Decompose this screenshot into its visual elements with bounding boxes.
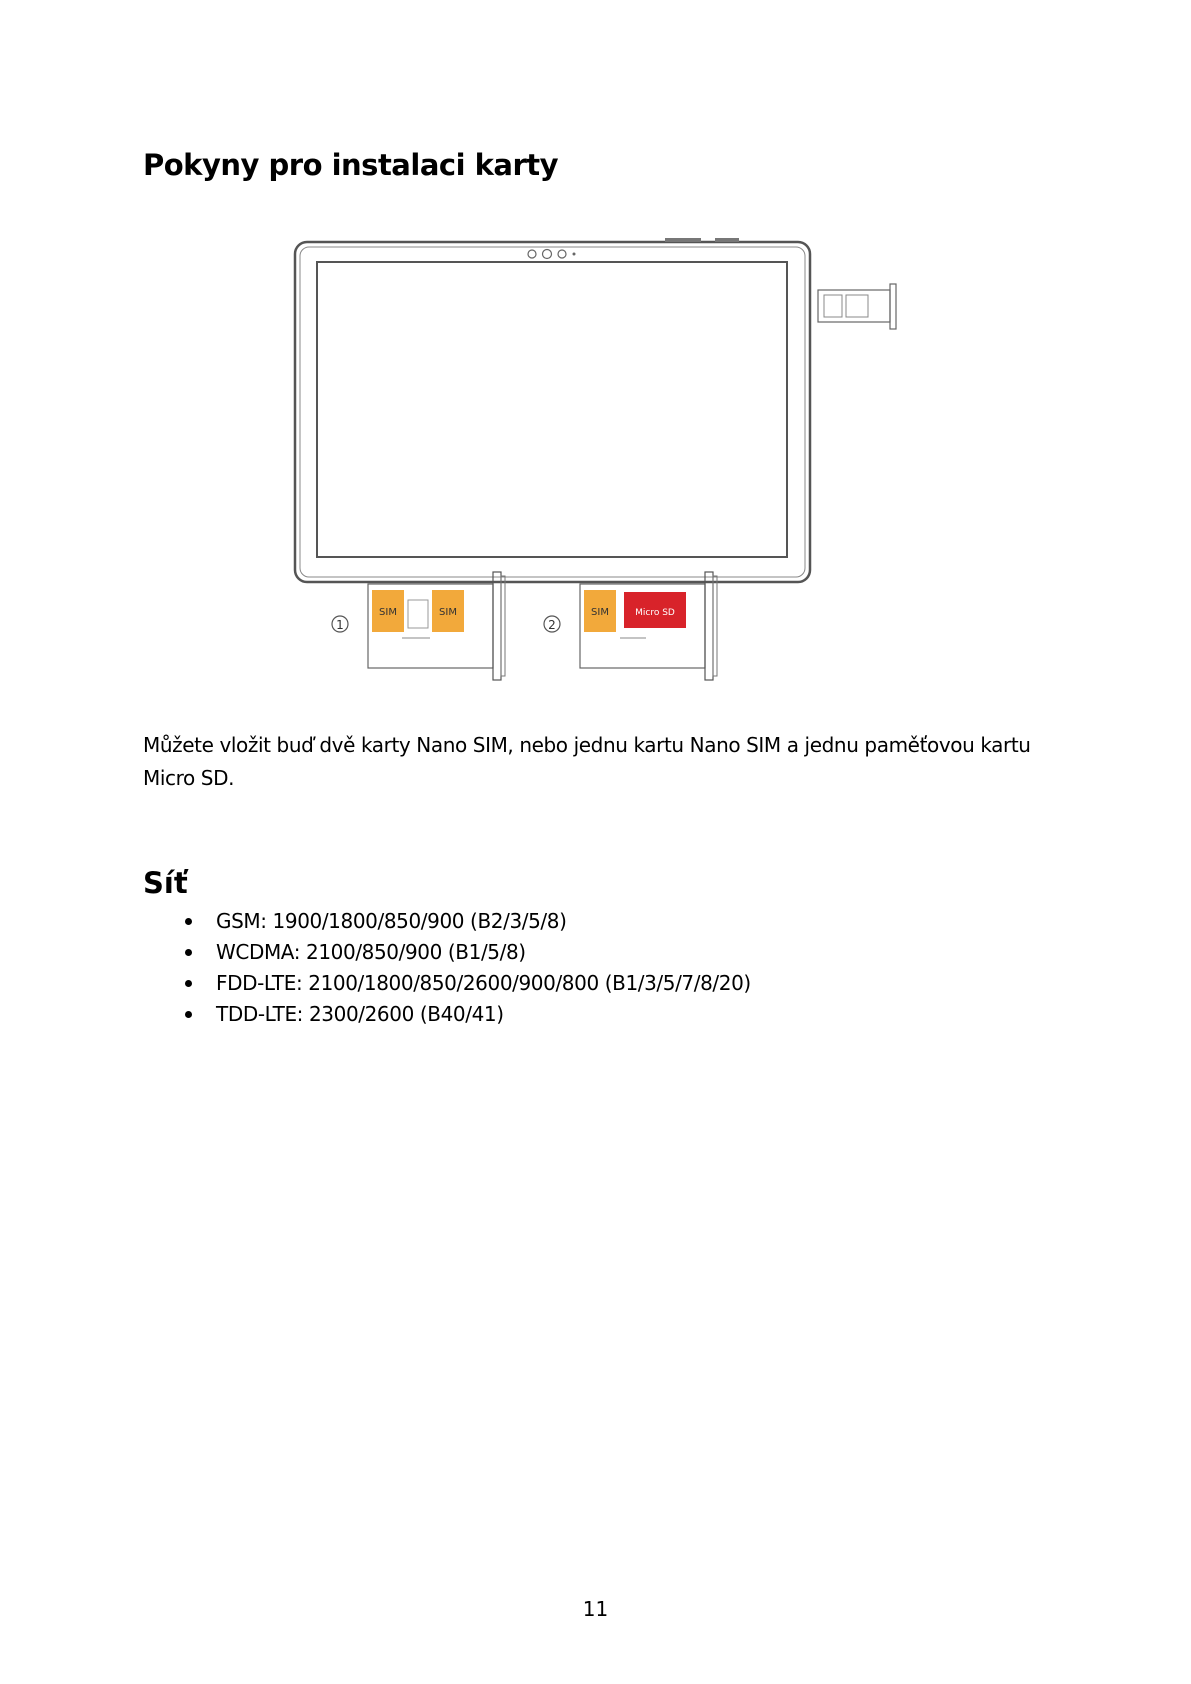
bullet-icon xyxy=(185,980,192,987)
list-item: FDD-LTE: 2100/1800/850/2600/900/800 (B1/3/5/7/8/20) xyxy=(185,968,751,999)
bullet-icon xyxy=(185,949,192,956)
svg-text:1: 1 xyxy=(336,618,344,632)
bullet-icon xyxy=(185,1011,192,1018)
svg-text:2: 2 xyxy=(548,618,556,632)
sensor-icon xyxy=(528,250,536,258)
page-number: 11 xyxy=(582,1597,609,1621)
tray-dual-sim xyxy=(332,572,505,680)
list-item: TDD-LTE: 2300/2600 (B40/41) xyxy=(185,999,751,1030)
tablet-illustration xyxy=(295,238,810,582)
sim-installation-figure xyxy=(290,232,930,712)
svg-text:SIM: SIM xyxy=(379,607,397,618)
svg-text:SIM: SIM xyxy=(439,607,457,618)
svg-text:Micro SD: Micro SD xyxy=(635,608,675,618)
bullet-icon xyxy=(185,918,192,925)
camera-icon xyxy=(543,250,552,259)
list-item: GSM: 1900/1800/850/900 (B2/3/5/8) xyxy=(185,906,751,937)
network-heading: Síť xyxy=(143,866,188,900)
svg-text:SIM: SIM xyxy=(591,607,609,618)
ejected-tray-illustration xyxy=(818,284,896,329)
instruction-paragraph: Můžete vložit buď dvě karty Nano SIM, nebo jednu kartu Nano SIM a jednu paměťovou kartu Micro SD. xyxy=(143,733,1031,790)
tray-sim-microsd xyxy=(544,572,717,680)
sensor-icon xyxy=(558,250,566,258)
list-item: WCDMA: 2100/850/900 (B1/5/8) xyxy=(185,937,751,968)
page-heading: Pokyny pro instalaci karty xyxy=(143,148,559,182)
network-list xyxy=(185,906,751,1030)
